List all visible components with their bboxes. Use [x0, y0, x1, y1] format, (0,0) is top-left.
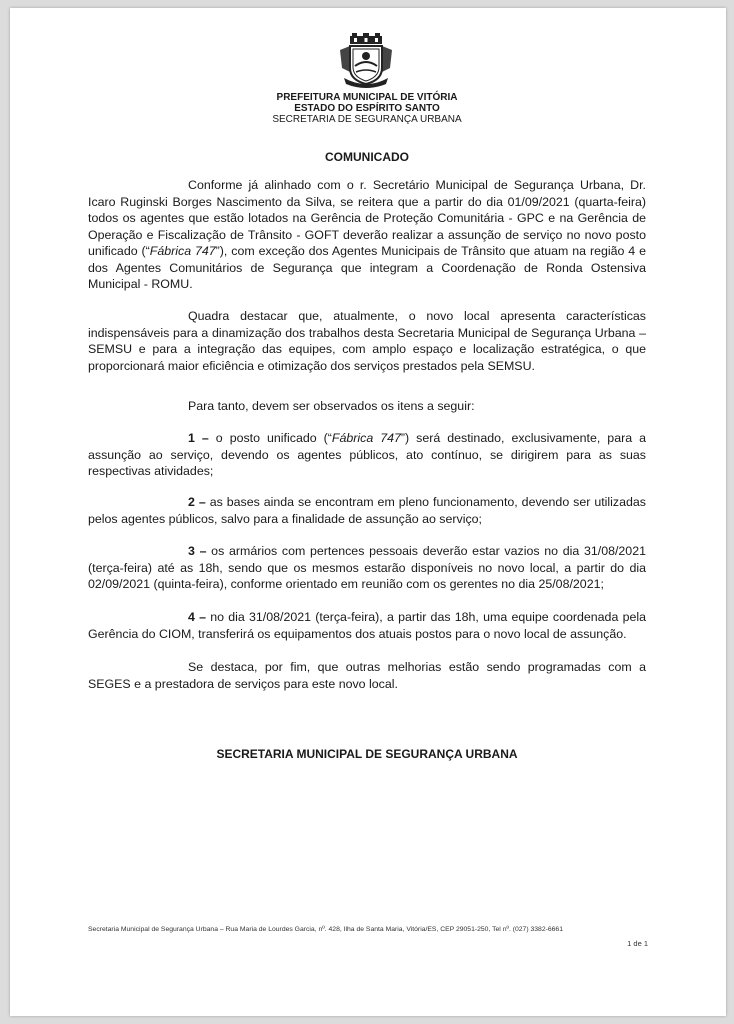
paragraph-closing: Se destaca, por fim, que outras melhorias estão sendo programadas com a SEGES e a prestadora de serviços para este novo local. [88, 660, 646, 691]
list-item-4: 4 – no dia 31/08/2021 (terça-feira), a partir das 18h, uma equipe coordenada pela Gerência do CIOM, transferirá os equipamentos dos atuais postos para o novo local de assunção. [88, 610, 646, 641]
municipal-coat-of-arms-icon [336, 32, 396, 88]
paragraph-context: Quadra destacar que, atualmente, o novo local apresenta características indispensáveis para a dinamização dos trabalhos desta Secretaria Municipal de Segurança Urbana – SEMSU e para a integração das equipes, com amplo espaço e localização estratégica, o que proporcionará maior eficiência e otimização dos serviços prestados pela SEMSU. [88, 309, 646, 373]
header-secretaria: SECRETARIA DE SEGURANÇA URBANA [272, 114, 462, 125]
list-item-1: 1 – o posto unificado (“Fábrica 747”) será destinado, exclusivamente, para a assunção ao serviço, devendo os agentes públicos, ato contínuo, se dirigirem para as suas respectivas atividades; [88, 431, 646, 478]
paragraph-intro: Conforme já alinhado com o r. Secretário Municipal de Segurança Urbana, Dr. Icaro Ruginski Borges Nascimento da Silva, se reitera que a partir do dia 01/09/2021 (quarta-feira) todos os agentes que estão lotados na Gerência de Proteção Comunitária - GPC e na Gerência de Operação e Fiscalização de Trânsito - GOFT deverão realizar a assunção de serviço no novo posto unificado (“Fábrica 747”), com exceção dos Agentes Municipais de Trânsito que atuam na região 4 e dos Agentes Comunitários de Segurança que integram a Coordenação de Ronda Ostensiva Municipal - ROMU. [88, 178, 647, 291]
header-prefeitura: PREFEITURA MUNICIPAL DE VITÓRIA [276, 92, 458, 103]
signature-block: SECRETARIA MUNICIPAL DE SEGURANÇA URBANA [216, 747, 518, 761]
footer-address: Secretaria Municipal de Segurança Urbana – Rua Maria de Lourdes Garcia, nº. 428, Ilha de Santa Maria, Vitória/ES, CEP 29051-250, Tel nº. (027) 3382-6661 [88, 926, 563, 933]
list-item-2: 2 – as bases ainda se encontram em pleno funcionamento, devendo ser utilizadas pelos agentes públicos, salvo para a finalidade de assunção ao serviço; [88, 495, 646, 526]
document-title: COMUNICADO [325, 150, 409, 164]
list-item-3: 3 – os armários com pertences pessoais deverão estar vazios no dia 31/08/2021 (terça-feira) até as 18h, sendo que os mesmos estarão disponíveis no novo local, a partir do dia 02/09/2021 (quinta-feira), conforme orientado em reunião com os gerentes no dia 25/08/2021; [88, 544, 646, 591]
page-number: 1 de 1 [627, 939, 648, 948]
header-estado: ESTADO DO ESPÍRITO SANTO [294, 103, 440, 114]
paragraph-items-intro: Para tanto, devem ser observados os itens a seguir: [188, 399, 475, 413]
